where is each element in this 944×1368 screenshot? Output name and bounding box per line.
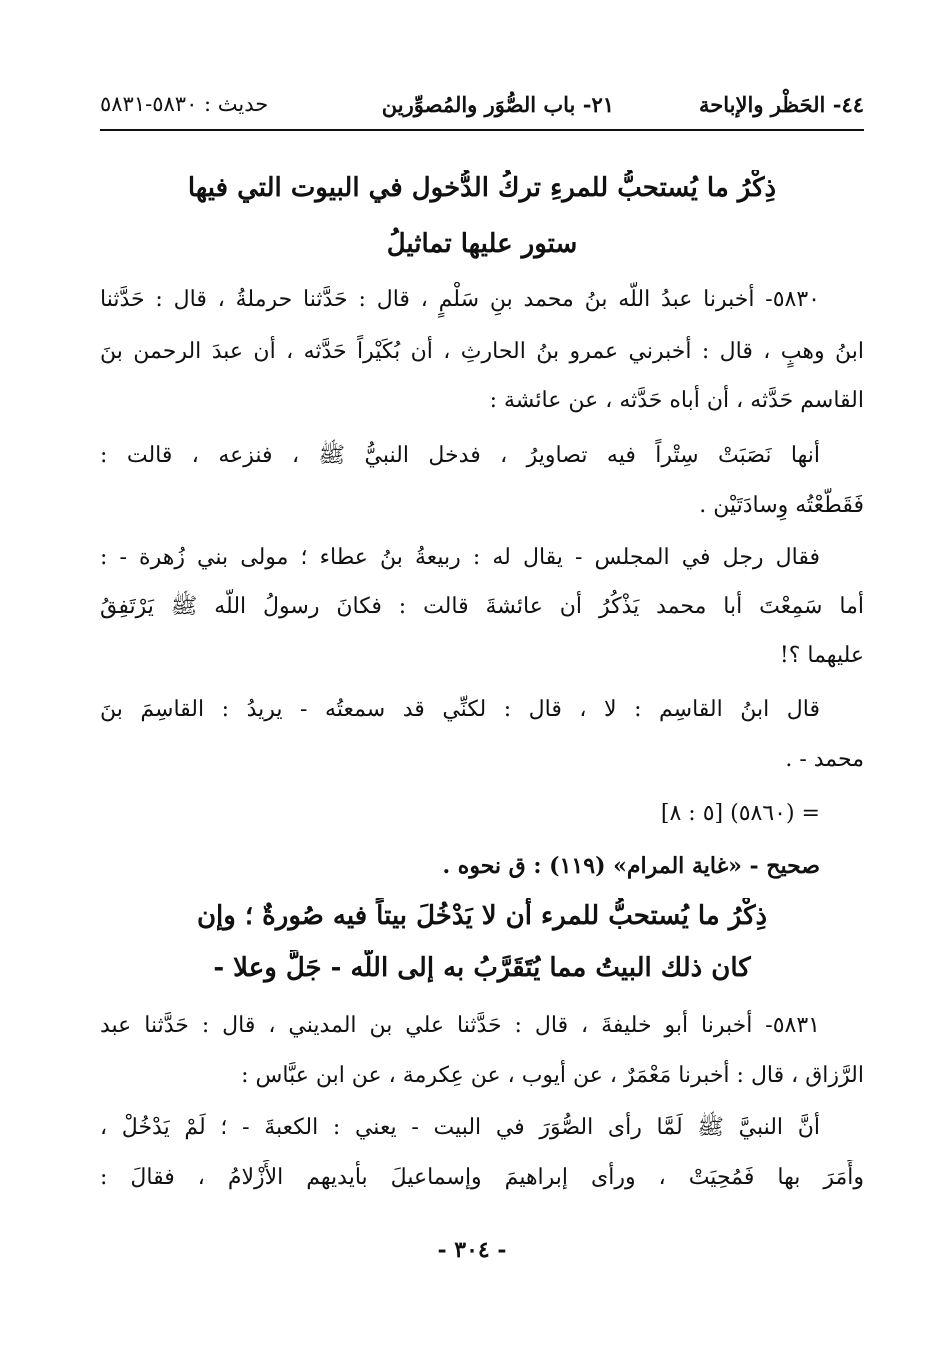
hadith-5831-isnad-line-1: ٥٨٣١- أخبرنا أبو خليفةَ ، قال : حَدَّثنا علي بن المديني ، قال : حَدَّثنا عبد bbox=[100, 1013, 820, 1038]
hadith-5831-matn-line-1: أنَّ النبيَّ ﷺ لَمَّا رأى الصُّوَرَ في البيت - يعني : الكعبةَ - ؛ لَمْ يَدْخُلْ ، bbox=[100, 1115, 820, 1140]
cross-reference: = (٥٨٦٠) [٥ : ٨] bbox=[660, 801, 820, 826]
hadith-5830-isnad-line-2: ابنُ وهبٍ ، قال : أخبرني عمرو بنُ الحارثِ ، أن بُكَيْراً حَدَّثه ، أن عبدَ الرحمن بنَ bbox=[100, 339, 864, 364]
hadith-5830-matn-line-4: أما سَمِعْتَ أبا محمد يَذْكُرُ أن عائشةَ قالت : فكانَ رسولُ اللَّه ﷺ يَرْتَفِقُ bbox=[100, 594, 864, 619]
hadith-5830-matn-line-7: محمد - . bbox=[785, 747, 864, 772]
hadith-5830-matn-line-5: عليهما ؟! bbox=[779, 643, 864, 668]
hadith-5830-isnad-line-1: ٥٨٣٠- أخبرنا عبدُ اللَّه بنُ محمد بنِ سَلْمٍ ، قال : حَدَّثنا حرملةُ ، قال : حَدَّثنا bbox=[100, 287, 820, 312]
heading-2-line-2: كان ذلك البيتُ مما يُتَقَرَّبُ به إلى اللَّه - جَلَّ وعلا - bbox=[213, 953, 751, 983]
hadith-5830-matn-line-1: أنها نَصَبَتْ سِتْراً فيه تصاويرُ ، فدخل النبيُّ ﷺ ، فنزعه ، قالت : bbox=[100, 443, 820, 468]
header-rule bbox=[100, 129, 864, 131]
page-number: - ٣٠٤ - bbox=[437, 1237, 507, 1263]
hadith-5830-matn-line-6: قال ابنُ القاسِم : لا ، قال : لكنِّي قد سمعتُه - يريدُ : القاسِمَ بنَ bbox=[100, 697, 820, 722]
hadith-range: حديث : ٥٨٣٠-٥٨٣١ bbox=[100, 92, 269, 116]
running-header bbox=[100, 92, 864, 122]
hadith-5830-matn-line-3: فقال رجل في المجلس - يقال له : ربيعةُ بنُ عطاء ؛ مولى بني زُهرة - : bbox=[100, 545, 820, 570]
grading-note: صحيح - «غاية المرام» (١١٩) : ق نحوه . bbox=[442, 853, 820, 879]
section-title: ٢١- باب الصُّوَر والمُصوِّرين bbox=[381, 92, 614, 117]
chapter-title: ٤٤- الحَظْر والإباحة bbox=[699, 92, 864, 117]
heading-1-line-1: ذِكْرُ ما يُستحبُّ للمرءِ تركُ الدُّخول في البيوت التي فيها bbox=[187, 173, 777, 203]
hadith-5830-isnad-line-3: القاسم حَدَّثه ، أن أباه حَدَّثه ، عن عائشة : bbox=[489, 388, 864, 413]
heading-1-line-2: ستور عليها تماثيلُ bbox=[386, 229, 578, 259]
hadith-5830-matn-line-2: فَقَطَّعْتُه وِسادَتَيْن . bbox=[699, 493, 864, 518]
heading-2-line-1: ذِكْرُ ما يُستحبُّ للمرء أن لا يَدْخُلَ بيتاً فيه صُورةٌ ؛ وإن bbox=[196, 901, 768, 931]
hadith-5831-matn-line-2: وأَمَرَ بها فَمُحِيَتْ ، ورأى إبراهيمَ وإسماعيلَ بأيديهم الأَزْلامُ ، فقالَ : bbox=[100, 1165, 864, 1190]
hadith-5831-isnad-line-2: الرَّزاق ، قال : أخبرنا مَعْمَرٌ ، عن أيوب ، عن عِكرمة ، عن ابن عبَّاس : bbox=[241, 1063, 864, 1088]
